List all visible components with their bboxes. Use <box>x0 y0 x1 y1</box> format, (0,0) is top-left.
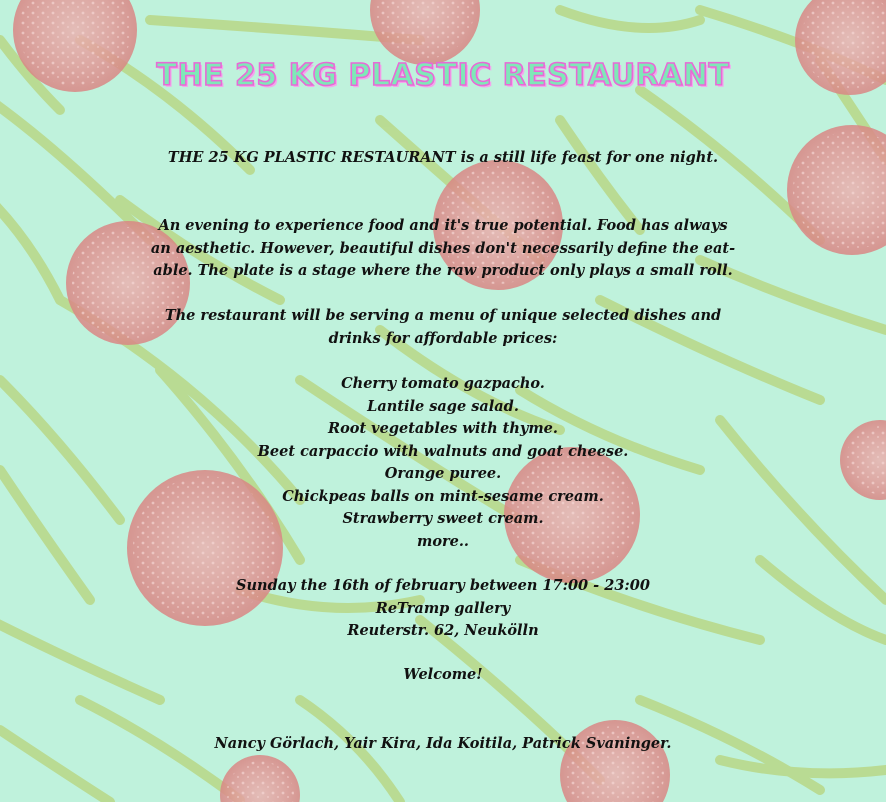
menu-item: Lantile sage salad. <box>367 397 519 415</box>
credits-text: Nancy Görlach, Yair Kira, Ida Koitila, Patrick Svaninger. <box>214 735 672 752</box>
description-line: an aesthetic. However, beautiful dishes don't necessarily define the eat- <box>150 239 736 257</box>
menu-item: Orange puree. <box>384 465 502 482</box>
page-title: THE 25 KG PLASTIC RESTAURANT <box>156 58 730 93</box>
menu-item: Beet carpaccio with walnuts and goat cheese. <box>257 442 629 460</box>
event-details <box>150 575 736 643</box>
event-address: Reuterstr. 62, Neukölln <box>347 622 539 639</box>
serving-paragraph <box>150 305 736 350</box>
menu-item: Strawberry sweet cream. <box>342 510 544 527</box>
welcome-text: Welcome! <box>403 666 483 683</box>
description-line: An evening to experience food and it's true potential. Food has always <box>158 217 728 234</box>
menu-item: Root vegetables with thyme. <box>328 420 558 437</box>
event-date: Sunday the 16th of february between 17:00 - 23:00 <box>236 577 650 594</box>
serving-line: The restaurant will be serving a menu of unique selected dishes and <box>164 307 722 324</box>
menu-list <box>150 373 736 553</box>
description-line: able. The plate is a stage where the raw product only plays a small roll. <box>153 262 733 279</box>
event-venue: ReTramp gallery <box>375 599 511 617</box>
intro-text: THE 25 KG PLASTIC RESTAURANT is a still life feast for one night. <box>167 149 719 166</box>
menu-item: Cherry tomato gazpacho. <box>341 375 545 392</box>
menu-item: Chickpeas balls on mint-sesame cream. <box>282 487 604 505</box>
menu-item-more: more.. <box>417 532 469 550</box>
description-paragraph <box>150 215 736 283</box>
serving-line: drinks for affordable prices: <box>328 329 558 347</box>
